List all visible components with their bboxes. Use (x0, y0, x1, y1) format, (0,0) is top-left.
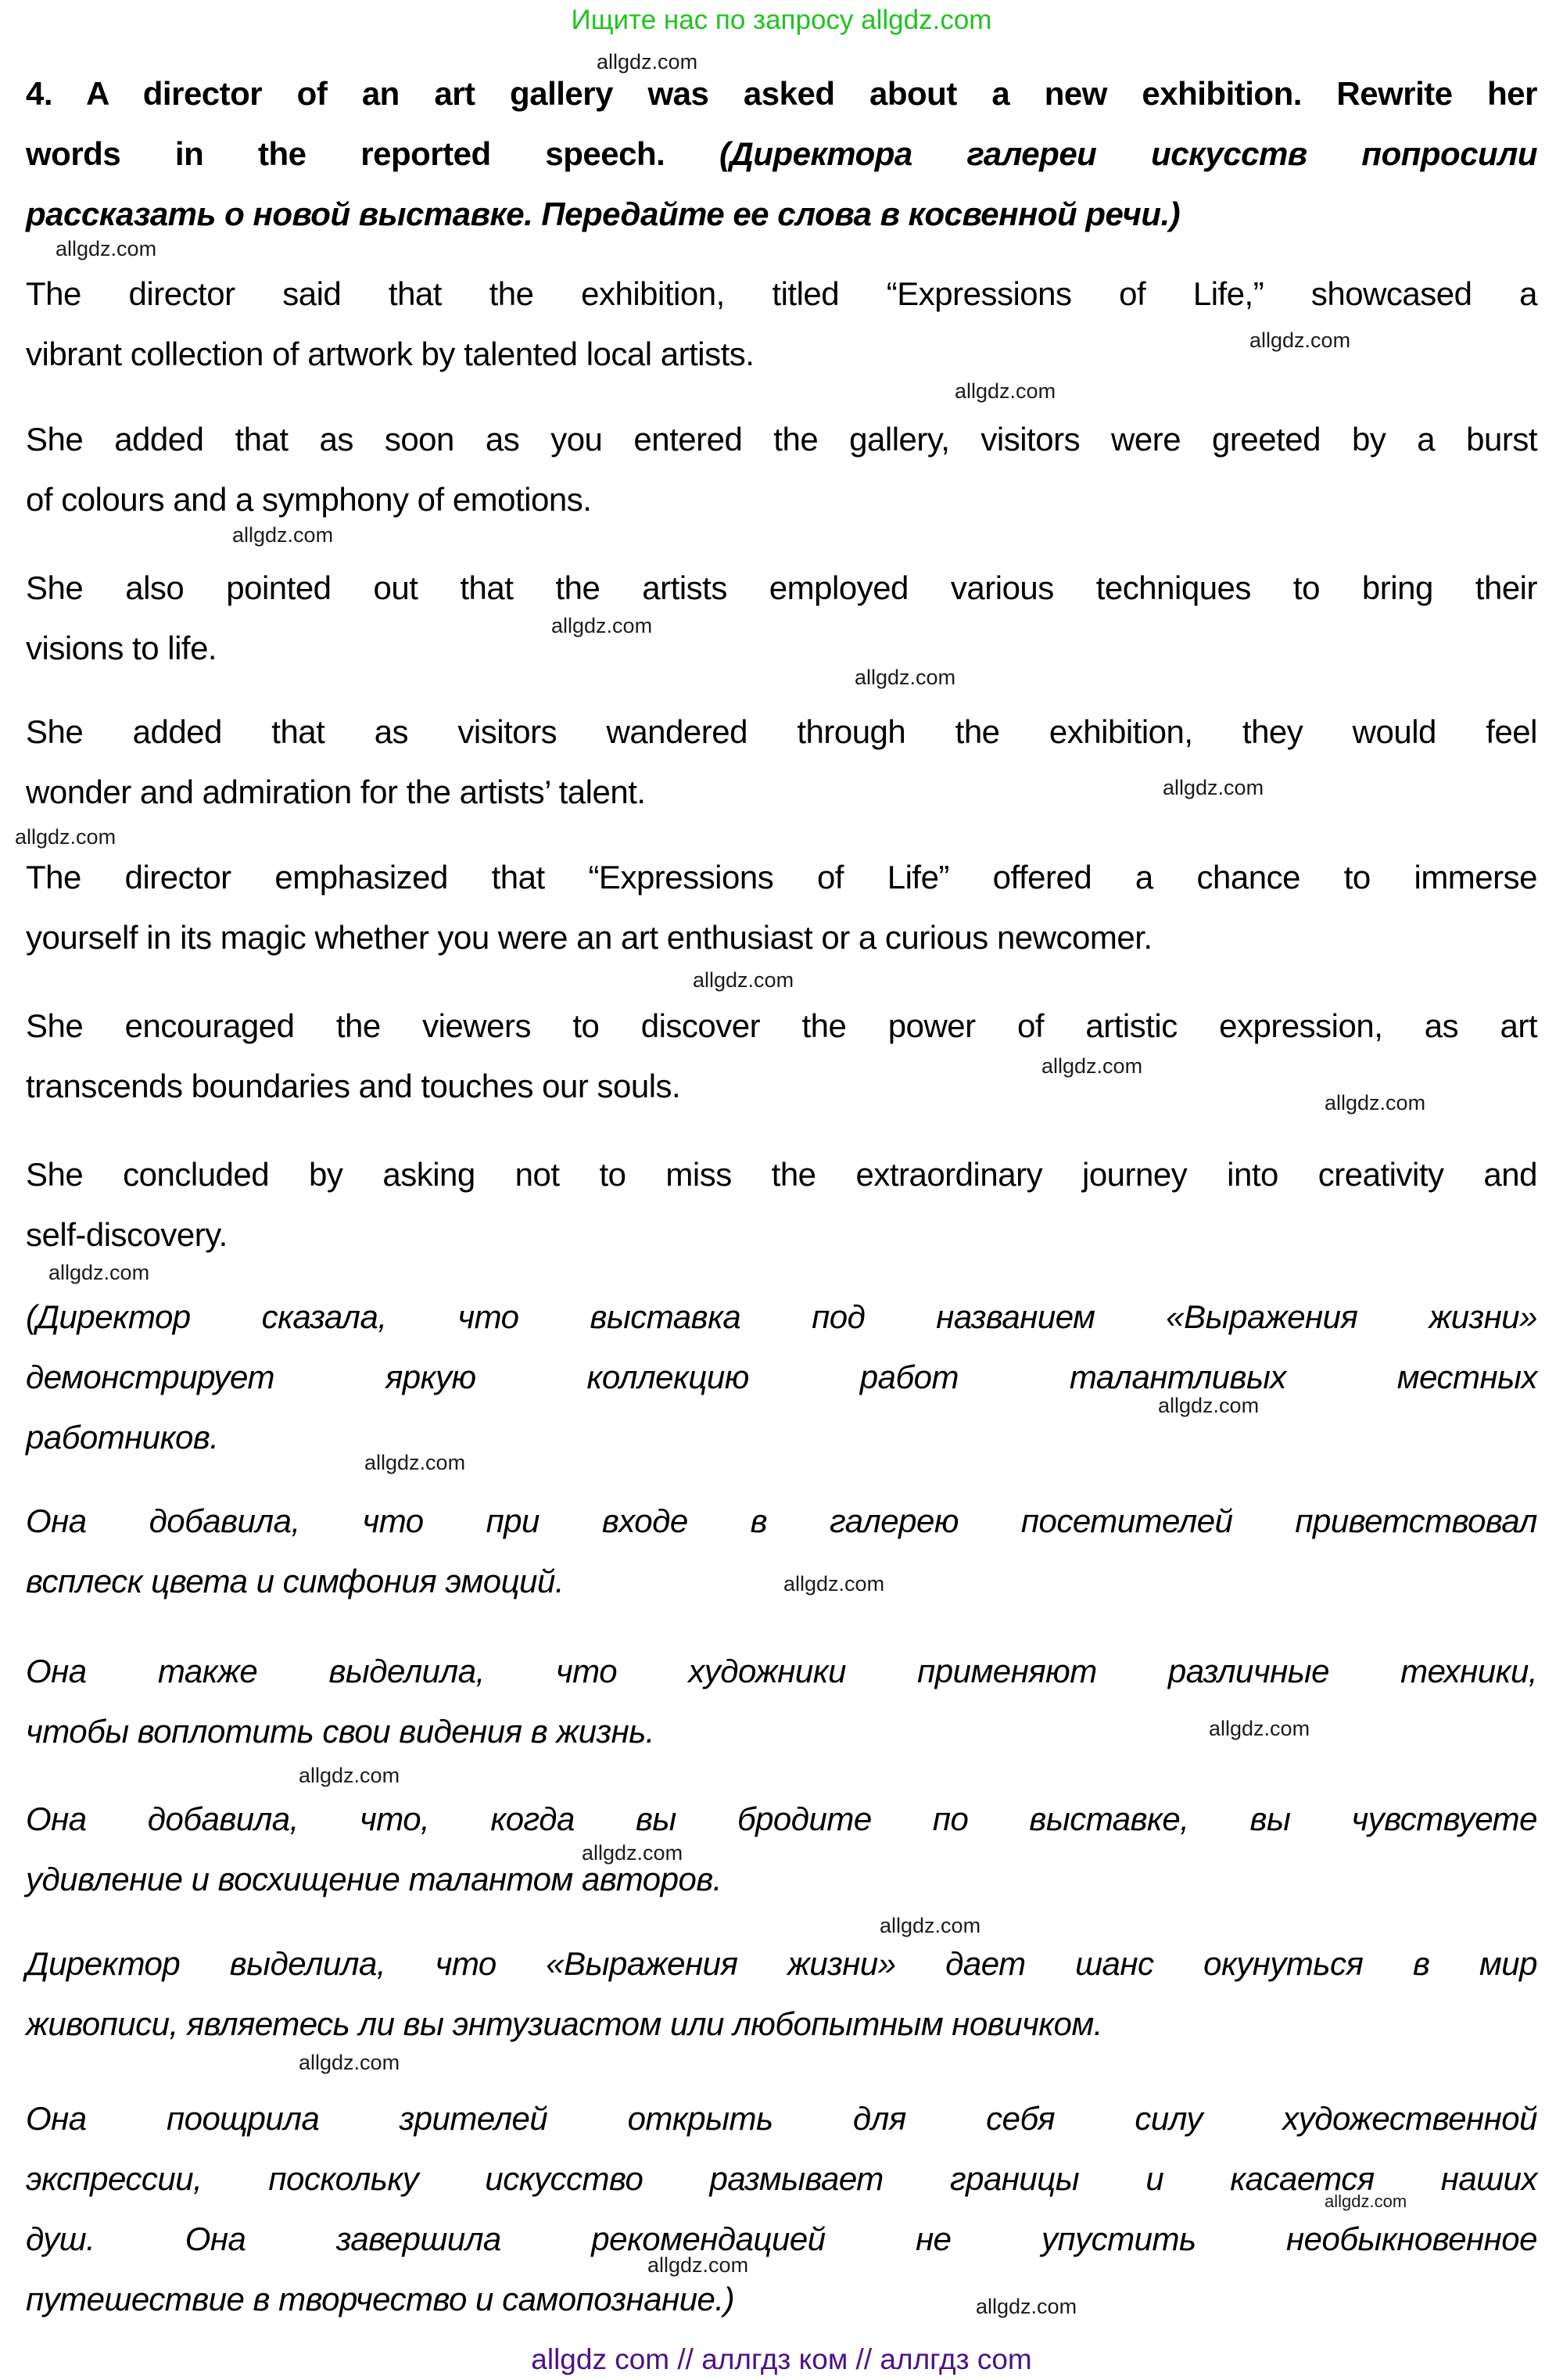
promo-banner: Ищите нас по запросу allgdz.com (571, 5, 992, 35)
text-segment: всплеск цвета и симфония эмоций. (26, 1563, 565, 1599)
text-segment: The director said that the exhibition, titled “Expressions of Life,” showcased a (26, 275, 1537, 312)
task-heading-line (26, 63, 1537, 124)
watermark-allgdz: allgdz.com (855, 666, 956, 689)
watermark-allgdz: allgdz.com (364, 1451, 466, 1474)
watermark-allgdz: allgdz.com (693, 968, 794, 992)
text-segment: рассказать о новой выставке. Передайте ее слова в косвенной речи.) (26, 196, 1181, 232)
answer-paragraph-2-line (26, 409, 1537, 469)
watermark-allgdz: allgdz.com (232, 523, 334, 547)
text-segment: демонстрирует яркую коллекцию работ талантливых местных (26, 1359, 1537, 1395)
answer-paragraph-3-line (26, 558, 1537, 618)
text-segment: of colours and a symphony of emotions. (26, 481, 592, 518)
watermark-allgdz: allgdz.com (48, 1261, 150, 1284)
watermark-allgdz: allgdz.com (976, 2295, 1077, 2318)
text-segment: Директор выделила, что «Выражения жизни» дает шанс окунуться в мир (26, 1945, 1537, 1982)
answer-paragraph-5 (26, 847, 1537, 967)
text-segment: живописи, являетесь ли вы энтузиастом или любопытным новичком. (26, 2005, 1102, 2042)
watermark-allgdz: allgdz.com (1325, 2192, 1407, 2211)
answer-paragraph-1-line (26, 264, 1537, 324)
answer-paragraph-7 (26, 1144, 1537, 1265)
watermark-allgdz: allgdz.com (1325, 1091, 1426, 1115)
watermark-allgdz: allgdz.com (1163, 776, 1264, 799)
text-segment: чтобы воплотить свои видения в жизнь. (26, 1713, 654, 1750)
text-segment: She added that as soon as you entered the gallery, visitors were greeted by a burst (26, 421, 1537, 458)
translation-paragraph-5-line (26, 1994, 1537, 2054)
text-segment: Она добавила, что, когда вы бродите по выставке, вы чувствуете (26, 1800, 1537, 1837)
text-segment: (Директора галереи искусств попросили (719, 135, 1537, 172)
translation-paragraph-1-line (26, 1407, 1537, 1467)
translation-paragraph-3 (26, 1641, 1537, 1761)
text-segment: путешествие в творчество и самопознание.) (26, 2281, 735, 2317)
translation-paragraph-3-line (26, 1701, 1537, 1761)
answer-paragraph-7-line (26, 1204, 1537, 1265)
translation-paragraph-1-line (26, 1347, 1537, 1407)
translation-paragraph-5-line (26, 1933, 1537, 1994)
watermark-allgdz: allgdz.com (955, 379, 1056, 403)
text-segment: душ. Она завершила рекомендацией не упустить необыкновенное (26, 2220, 1537, 2257)
text-segment: 4. A director of an art gallery was asked about a new exhibition. Rewrite her (26, 75, 1537, 112)
translation-paragraph-2 (26, 1491, 1537, 1611)
translation-paragraph-3-line (26, 1641, 1537, 1701)
text-segment: Она добавила, что при входе в галерею посетителей приветствовал (26, 1502, 1537, 1539)
text-segment: She encouraged the viewers to discover the power of artistic expression, as art (26, 1007, 1537, 1044)
watermark-allgdz: allgdz.com (1041, 1054, 1143, 1078)
text-segment: экспрессии, поскольку искусство размывает границы и касается наших (26, 2160, 1537, 2197)
answer-paragraph-4-line (26, 762, 1537, 822)
translation-paragraph-4-line (26, 1789, 1537, 1849)
text-segment: She added that as visitors wandered through the exhibition, they would feel (26, 713, 1537, 750)
translation-paragraph-6-line (26, 2269, 1537, 2329)
answer-paragraph-3 (26, 558, 1537, 678)
watermark-allgdz: allgdz.com (647, 2253, 749, 2277)
answer-paragraph-7-line (26, 1144, 1537, 1204)
text-segment: wonder and admiration for the artists’ talent. (26, 774, 646, 810)
translation-paragraph-2-line (26, 1491, 1537, 1551)
watermark-allgdz: allgdz.com (582, 1841, 683, 1865)
translation-paragraph-1-line (26, 1287, 1537, 1347)
text-segment: удивление и восхищение талантом авторов. (26, 1861, 722, 1897)
translation-paragraph-5 (26, 1933, 1537, 2054)
answer-paragraph-6 (26, 996, 1537, 1116)
watermark-allgdz: allgdz.com (1249, 328, 1351, 352)
translation-paragraph-1 (26, 1287, 1537, 1467)
watermark-allgdz: allgdz.com (15, 825, 117, 849)
answer-paragraph-1 (26, 264, 1537, 384)
text-segment: The director emphasized that “Expressions of Life” offered a chance to immerse (26, 859, 1537, 896)
translation-paragraph-6-line (26, 2209, 1537, 2269)
watermark-allgdz: allgdz.com (1209, 1717, 1310, 1740)
text-segment: visions to life. (26, 630, 217, 666)
watermark-allgdz: allgdz.com (597, 50, 698, 74)
task-heading (26, 63, 1537, 244)
answer-paragraph-2 (26, 409, 1537, 529)
translation-paragraph-6-line (26, 2088, 1537, 2148)
answer-paragraph-2-line (26, 469, 1537, 529)
watermark-allgdz: allgdz.com (299, 2051, 400, 2074)
translation-paragraph-4-line (26, 1849, 1537, 1909)
watermark-allgdz: allgdz.com (56, 237, 157, 260)
answer-paragraph-6-line (26, 996, 1537, 1056)
text-segment: transcends boundaries and touches our souls. (26, 1068, 681, 1104)
task-heading-line (26, 184, 1537, 244)
text-segment: She concluded by asking not to miss the extraordinary journey into creativity and (26, 1156, 1537, 1193)
text-segment: words in the reported speech. (26, 135, 720, 172)
text-segment: Она поощрила зрителей открыть для себя силу художественной (26, 2100, 1537, 2137)
footer-links: allgdz com // аллгдз ком // аллгдз com (531, 2343, 1032, 2375)
translation-paragraph-2-line (26, 1551, 1537, 1611)
text-segment: She also pointed out that the artists employed various techniques to bring their (26, 569, 1537, 606)
translation-paragraph-6 (26, 2088, 1537, 2329)
watermark-allgdz: allgdz.com (880, 1914, 981, 1937)
answer-paragraph-5-line (26, 847, 1537, 907)
answer-paragraph-3-line (26, 618, 1537, 678)
answer-paragraph-4-line (26, 702, 1537, 762)
watermark-allgdz: allgdz.com (1158, 1394, 1260, 1417)
watermark-allgdz: allgdz.com (299, 1764, 400, 1787)
answer-paragraph-6-line (26, 1056, 1537, 1116)
text-segment: (Директор сказала, что выставка под названием «Выражения жизни» (26, 1298, 1537, 1335)
text-segment: Она также выделила, что художники применяют различные техники, (26, 1653, 1537, 1689)
task-heading-line (26, 124, 1537, 184)
watermark-allgdz: allgdz.com (783, 1572, 885, 1596)
translation-paragraph-4 (26, 1789, 1537, 1909)
text-segment: vibrant collection of artwork by talented local artists. (26, 336, 755, 372)
translation-paragraph-6-line (26, 2148, 1537, 2209)
answer-paragraph-4 (26, 702, 1537, 822)
watermark-allgdz: allgdz.com (551, 614, 653, 637)
text-segment: yourself in its magic whether you were an art enthusiast or a curious newcomer. (26, 919, 1153, 956)
text-segment: self-discovery. (26, 1216, 228, 1253)
text-segment: работников. (26, 1419, 219, 1456)
answer-paragraph-5-line (26, 907, 1537, 967)
